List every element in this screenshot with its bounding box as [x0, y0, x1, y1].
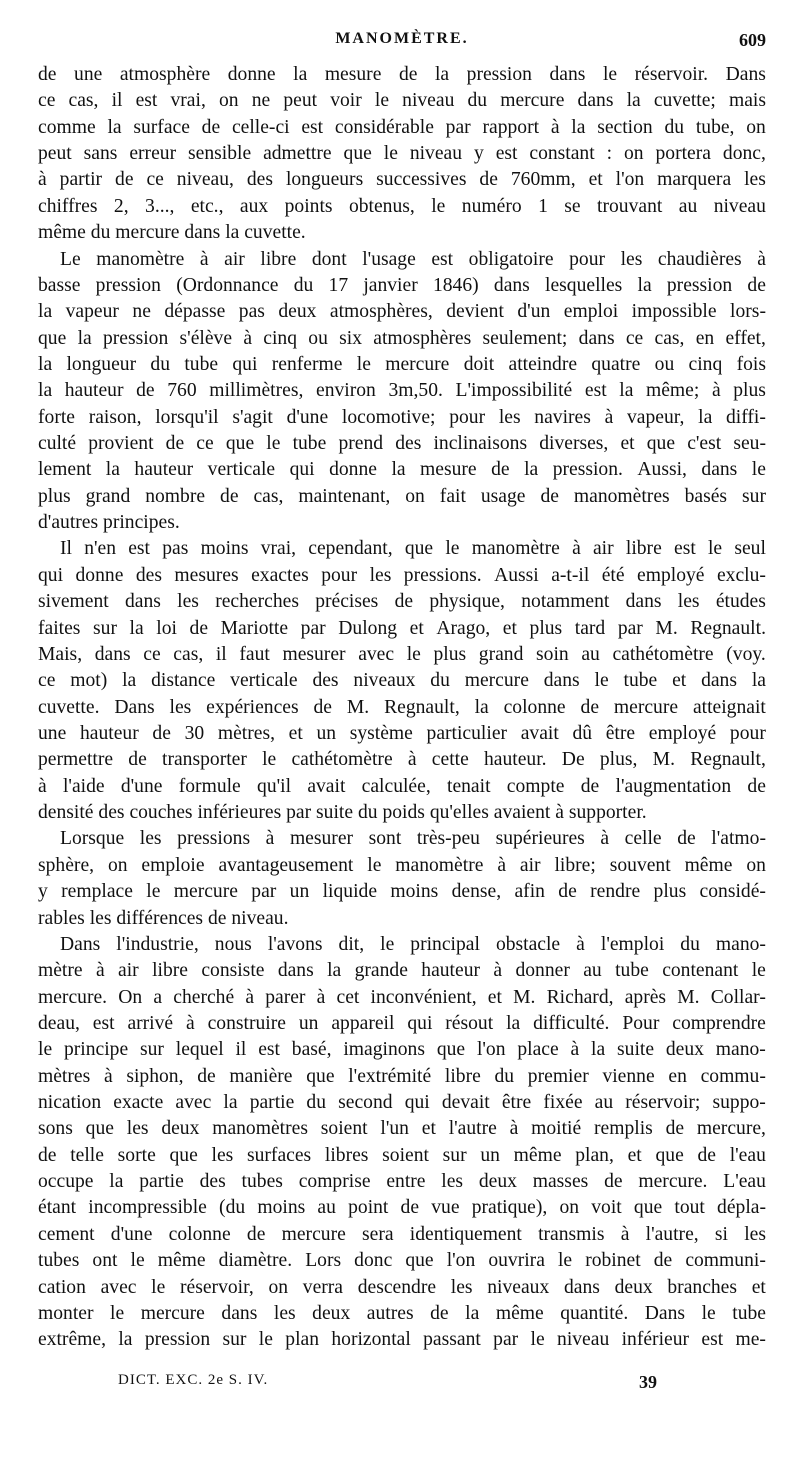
text-line: une hauteur de 30 mètres, et un système particulier avait dû être employé pour [38, 722, 766, 744]
text-line: cuvette. Dans les expériences de M. Regnault, la colonne de mercure atteignait [38, 696, 766, 718]
text-line: Lorsque les pressions à mesurer sont très-peu supérieures à celle de l'atmo- [60, 828, 766, 850]
text-line: de telle sorte que les surfaces libres soient sur un même plan, et que de l'eau [38, 1144, 766, 1166]
text-line: la vapeur ne dépasse pas deux atmosphères, devient d'un emploi impossible lors- [38, 301, 766, 323]
text-line: basse pression (Ordonnance du 17 janvier 1846) dans lesquelles la pression de [38, 274, 766, 296]
text-line: rables les différences de niveau. [38, 907, 289, 929]
text-line: mètre à air libre consiste dans la grande hauteur à donner au tube contenant le [38, 960, 766, 982]
text-line: comme la surface de celle-ci est considérable par rapport à la section du tube, on [38, 116, 766, 138]
page-number: 609 [739, 30, 766, 50]
text-line: la hauteur de 760 millimètres, environ 3m,50. L'impossibilité est la même; à plus [38, 380, 766, 402]
text-line: monter le mercure dans les deux autres de la même quantité. Dans le tube [38, 1302, 766, 1324]
text-line: d'autres principes. [38, 512, 180, 534]
running-title: MANOMÈTRE. [335, 30, 469, 47]
body-text [38, 62, 766, 1354]
text-line: occupe la partie des tubes comprise entre les deux masses de mercure. L'eau [38, 1171, 766, 1193]
printer-signature: DICT. EXC. 2e S. IV. [118, 1372, 269, 1388]
text-line: étant incompressible (du moins au point de vue pratique), on voit que tout dépla- [38, 1197, 766, 1219]
text-line: cation avec le réservoir, on verra descendre les niveaux dans deux branches et [38, 1276, 766, 1298]
text-line: lement la hauteur verticale qui donne la mesure de la pression. Aussi, dans le [38, 459, 766, 481]
text-line: plus grand nombre de cas, maintenant, on fait usage de manomètres basés sur [38, 485, 766, 507]
text-line: Il n'en est pas moins vrai, cependant, que le manomètre à air libre est le seul [60, 538, 766, 560]
text-line: Mais, dans ce cas, il faut mesurer avec le plus grand soin au cathétomètre (voy. [38, 643, 766, 665]
text-line: à l'aide d'une formule qu'il avait calculée, tenait compte de l'augmentation de [38, 775, 766, 797]
text-line: Le manomètre à air libre dont l'usage est obligatoire pour les chaudières à [60, 248, 766, 270]
text-line: tubes ont le même diamètre. Lors donc que l'on ouvrira le robinet de communi- [38, 1250, 766, 1272]
text-line: peut sans erreur sensible admettre que le niveau y est constant : on portera donc, [38, 143, 766, 165]
text-line: Dans l'industrie, nous l'avons dit, le principal obstacle à l'emploi du mano- [60, 933, 766, 955]
page-footer [118, 1372, 766, 1394]
text-line: sphère, on emploie avantageusement le manomètre à air libre; souvent même on [38, 854, 766, 876]
text-line: faites sur la loi de Mariotte par Dulong et Arago, et plus tard par M. Regnault. [38, 617, 766, 639]
text-line: densité des couches inférieures par suite du poids qu'elles avaient à supporter. [38, 802, 647, 824]
text-line: qui donne des mesures exactes pour les pressions. Aussi a-t-il été employé exclu- [38, 564, 766, 586]
text-line: sons que les deux manomètres soient l'un et l'autre à moitié remplis de mercure, [38, 1118, 766, 1140]
text-line: de une atmosphère donne la mesure de la pression dans le réservoir. Dans [38, 64, 766, 85]
text-line: sivement dans les recherches précises de physique, notamment dans les études [38, 591, 766, 613]
text-line: nication exacte avec la partie du second qui devait être fixée au réservoir; suppo- [38, 1092, 766, 1114]
text-line: permettre de transporter le cathétomètre à cette hauteur. De plus, M. Regnault, [38, 749, 766, 771]
text-line: ce mot) la distance verticale des niveaux du mercure dans le tube et dans la [38, 670, 766, 692]
text-line: mètres à siphon, de manière que l'extrémité libre du premier vienne en commu- [38, 1065, 766, 1087]
text-line: y remplace le mercure par un liquide moins dense, afin de rendre plus considé- [38, 881, 766, 903]
text-line: cement d'une colonne de mercure sera identiquement transmis à l'autre, si les [38, 1223, 766, 1245]
text-line: ce cas, il est vrai, on ne peut voir le niveau du mercure dans la cuvette; mais [38, 90, 766, 112]
text-line: la longueur du tube qui renferme le mercure doit atteindre quatre ou cinq fois [38, 353, 766, 375]
text-line: même du mercure dans la cuvette. [38, 222, 306, 244]
text-line: chiffres 2, 3..., etc., aux points obtenus, le numéro 1 se trouvant au niveau [38, 195, 766, 217]
sheet-number: 39 [639, 1372, 657, 1392]
text-line: mercure. On a cherché à parer à cet inconvénient, et M. Richard, après M. Collar- [38, 986, 766, 1008]
text-line: culté provient de ce que le tube prend des inclinaisons diverses, et que c'est seu- [38, 433, 766, 455]
text-line: extrême, la pression sur le plan horizontal passant par le niveau inférieur est me- [38, 1329, 766, 1351]
page-header [38, 30, 766, 54]
text-line: le principe sur lequel il est basé, imaginons que l'on place à la suite deux mano- [38, 1039, 766, 1061]
text-line: forte raison, lorsqu'il s'agit d'une locomotive; pour les navires à vapeur, la diffi- [38, 406, 766, 428]
text-line: que la pression s'élève à cinq ou six atmosphères seulement; dans ce cas, en effet, [38, 327, 766, 349]
text-line: à partir de ce niveau, des longueurs successives de 760mm, et l'on marquera les [38, 169, 766, 191]
text-line: deau, est arrivé à construire un appareil qui résout la difficulté. Pour comprendre [38, 1012, 766, 1034]
